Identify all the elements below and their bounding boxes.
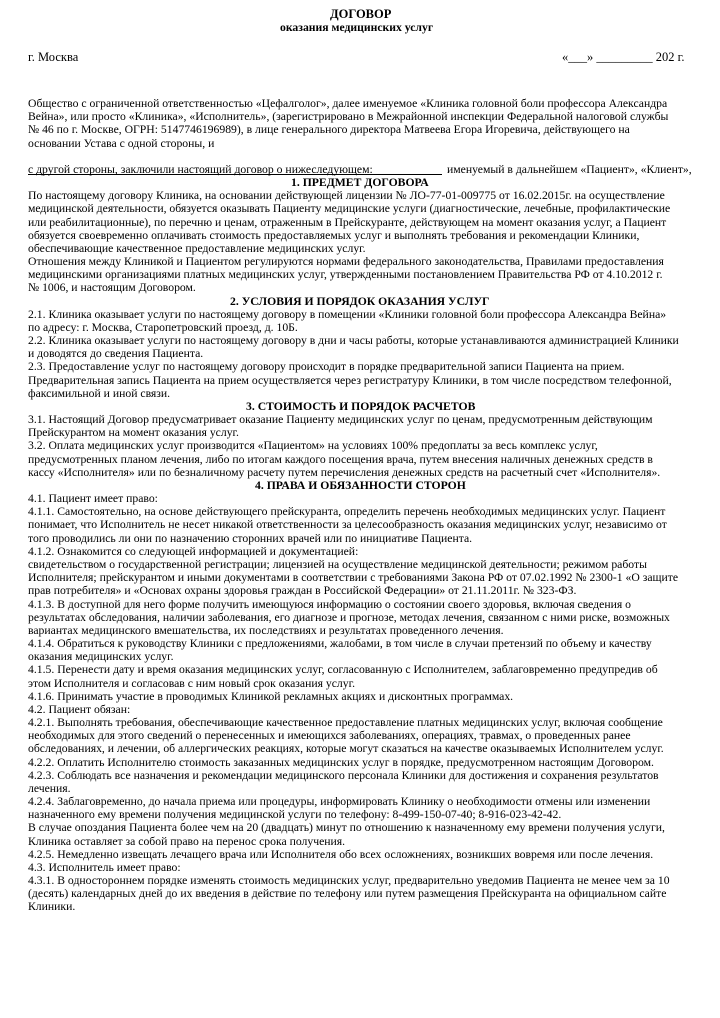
heading-rights: 4. ПРАВА И ОБЯЗАННОСТИ СТОРОН — [255, 478, 466, 492]
body-line: 4.3. Исполнитель имеет право: — [28, 860, 181, 874]
body-line: или реабилитационные), по перечню и ценам, отраженным в Прейскуранте, действующем на момент оказания услуг, а Пациент — [28, 215, 667, 229]
body-line: В случае опоздания Пациента более чем на 20 (двадцать) минут по отношению к назначенному ему времени получения услуги, — [28, 821, 665, 835]
body-line: 4.1.6. Принимать участие в проводимых Клиникой рекламных акциях и дисконтных программах. — [28, 689, 514, 703]
body-line: 4.1. Пациент имеет право: — [28, 492, 158, 506]
body-line: необходимых для этого сведений о перенесенных и имеющихся заболеваниях, операциях, травмах, о проведенных ранее — [28, 729, 631, 743]
body-line: обеспечивающие качественное предоставление медицинских услуг. — [28, 241, 366, 255]
body-line: этом Исполнителя и согласовав с ним новый срок оказания услуг. — [28, 676, 356, 690]
body-line: 4.2.3. Соблюдать все назначения и рекомендации медицинского персонала Клиники для достижения и сохранения результатов — [28, 768, 659, 782]
body-line: 3.1. Настоящий Договор предусматривает оказание Пациенту медицинских услуг по ценам, предусмотренным действующим — [28, 413, 653, 427]
body-line: Отношения между Клиникой и Пациентом регулируются нормами федерального законодательства, Правилами предоставления — [28, 255, 664, 268]
body-line: по адресу: г. Москва, Старопетровский проезд, д. 10Б. — [28, 320, 298, 334]
document-title: ДОГОВОР — [330, 7, 392, 21]
body-line: назначенного ему времени получения медицинской услуги по телефону: 8-499-150-07-40; 8-916-023-42-42. — [28, 808, 562, 822]
body-line: 2.2. Клиника оказывает услуги по настоящему договору в дни и часы работы, которые устанавливаются администрацией Клиники — [28, 334, 679, 348]
body-line: 2.1. Клиника оказывает услуги по настоящему договору в помещении «Клиники головной боли профессора Александра Вейна» — [28, 307, 667, 321]
body-line: факсимильной и иной связи. — [28, 386, 171, 400]
body-line: с другой стороны, заключили настоящий договор о нижеследующем: — [28, 162, 373, 176]
body-line: медицинской деятельности, обязуется оказывать Пациенту медицинские услуги (диагностические, лечебные, профилактические — [28, 202, 671, 216]
body-line: Общество с ограниченной ответственностью «Цефалголог», далее именуемое «Клиника головной боли профессора Александра — [28, 97, 668, 110]
date-line: «___» _________ 202 г. — [562, 50, 685, 64]
body-line: Прейскурантом на момент оказания услуг. — [28, 426, 239, 440]
body-line: понимает, что Исполнитель не несет никакой ответственности за целесообразность оказания медицинских услуг, независимо от — [28, 518, 667, 532]
body-line: и доводятся до сведения Пациента. — [28, 347, 204, 361]
body-line: (десять) календарных дней до их введения в действие по телефону или путем размещения Прейскуранта на официальном сайте — [28, 887, 667, 901]
body-line: 4.1.5. Перенести дату и время оказания медицинских услуг, согласованную с Исполнителем, заблаговременно предупредив об — [28, 663, 658, 677]
body-line: 4.1.2. Ознакомится со следующей информацией и документацией: — [28, 544, 359, 558]
body-line: Предварительная запись Пациента на прием осуществляется через регистратуру Клиники, в том числе посредством телефонной, — [28, 373, 672, 387]
body-line: Клиники. — [28, 900, 76, 914]
heading-payment: 3. СТОИМОСТЬ И ПОРЯДОК РАСЧЕТОВ — [246, 399, 476, 413]
patient-designation: именуемый в дальнейшем «Пациент», «Клиент», — [447, 163, 692, 176]
document-subtitle: оказания медицинских услуг — [280, 21, 434, 34]
body-line: оказания медицинских услуг. — [28, 650, 174, 664]
body-line: 4.2.1. Выполнять требования, обеспечивающие качественное предоставление платных медицинских услуг, включая сообщение — [28, 716, 663, 729]
body-line: результатах обследования, наличии заболевания, его диагнозе и прогнозе, методах лечения, связанном с ними риске, возможных — [28, 610, 670, 624]
heading-subject: 1. ПРЕДМЕТ ДОГОВОРА — [291, 176, 429, 189]
body-line: 4.2.2. Оплатить Исполнителю стоимость заказанных медицинских услуг в порядке, предусмотренном настоящим Договором. — [28, 755, 654, 769]
body-line: прав потребителя» и «Основах охраны здоровья граждан в Российской Федерации» от 21.11.2011г. № 323-ФЗ. — [28, 584, 577, 598]
body-line: 4.1.1. Самостоятельно, на основе действующего прейскуранта, определить перечень необходимых медицинских услуг. Пациент — [28, 505, 666, 519]
body-line: того проводились ли они по назначению сторонних врачей или по инициативе Пациента. — [28, 531, 473, 545]
body-line: свидетельством о государственной регистрации; лицензией на осуществление медицинской деятельности; режимом работы — [28, 558, 647, 571]
body-line: обследованиях, и лечении, об аллергических реакциях, которые могут сказаться на качестве оказываемых Исполнителем услуг. — [28, 742, 664, 756]
body-line: лечения. — [28, 781, 71, 795]
body-line: Вейна», или просто «Клиника», «Исполнитель», (зарегистрировано в Межрайонной инспекции Федеральной налоговой службы — [28, 110, 669, 124]
body-line: обязуется своевременно оплачивать стоимость предоставляемых услуг и выполнять требования и рекомендации Клиники, — [28, 228, 640, 242]
body-line: 2.3. Предоставление услуг по настоящему договору происходит в порядке предварительной записи Пациента на прием. — [28, 360, 625, 374]
body-line: основании Устава с одной стороны, и — [28, 136, 215, 150]
body-line: 4.1.3. В доступной для него форме получить имеющуюся информацию о состоянии своего здоровья, включая сведения о — [28, 597, 631, 611]
city-label: г. Москва — [28, 50, 79, 64]
body-line: предусмотренных планом лечения, либо по итогам каждого посещения врача, путем внесения наличных денежных средств в — [28, 452, 653, 466]
body-line: 4.1.4. Обратиться к руководству Клиники с предложениями, жалобами, в том числе в случаи претензий по объему и качеству — [28, 637, 652, 650]
body-line: вариантах медицинского вмешательства, их последствиях и результатах проведенного лечения. — [28, 623, 504, 637]
body-line: № 46 по г. Москве, ОГРН: 5147746196989), в лице генерального директора Матвеева Егора Игоревича, действующего на — [28, 123, 630, 137]
body-line: 4.2.5. Немедленно извещать лечащего врача или Исполнителя обо всех осложнениях, возникших вовремя или после лечения. — [28, 847, 654, 861]
body-line: кассу «Исполнителя» или по безналичному расчету путем перечисления денежных средств на расчетный счет «Исполнителя». — [28, 465, 661, 479]
body-line: По настоящему договору Клиника, на основании действующей лицензии № ЛО-77-01-009775 от 16.02.2015г. на осуществление — [28, 189, 665, 203]
body-line: Исполнителя; прейскурантом и иными документами в соответствии с требованиями Закона РФ от 07.02.1992 № 2300-1 «О защите — [28, 571, 679, 585]
heading-terms: 2. УСЛОВИЯ И ПОРЯДОК ОКАЗАНИЯ УСЛУГ — [230, 294, 490, 308]
body-line: 4.2. Пациент обязан: — [28, 702, 131, 716]
body-line: № 1006, и настоящим Договором. — [28, 281, 196, 295]
body-line: 4.2.4. Заблаговременно, до начала приема или процедуры, информировать Клинику о необходимости отмены или изменении — [28, 795, 651, 808]
body-line: 3.2. Оплата медицинских услуг производится «Пациентом» на условиях 100% предоплаты за весь комплекс услуг, — [28, 439, 598, 453]
body-line: 4.3.1. В одностороннем порядке изменять стоимость медицинских услуг, предварительно уведомив Пациента не менее чем за 10 — [28, 874, 670, 887]
body-line: медицинскими организациями платных медицинских услуг, утвержденными постановлением Правительства РФ от 4.10.2012 г. — [28, 268, 663, 282]
body-line: Клиника оставляет за собой право на перенос срока получения. — [28, 834, 346, 848]
